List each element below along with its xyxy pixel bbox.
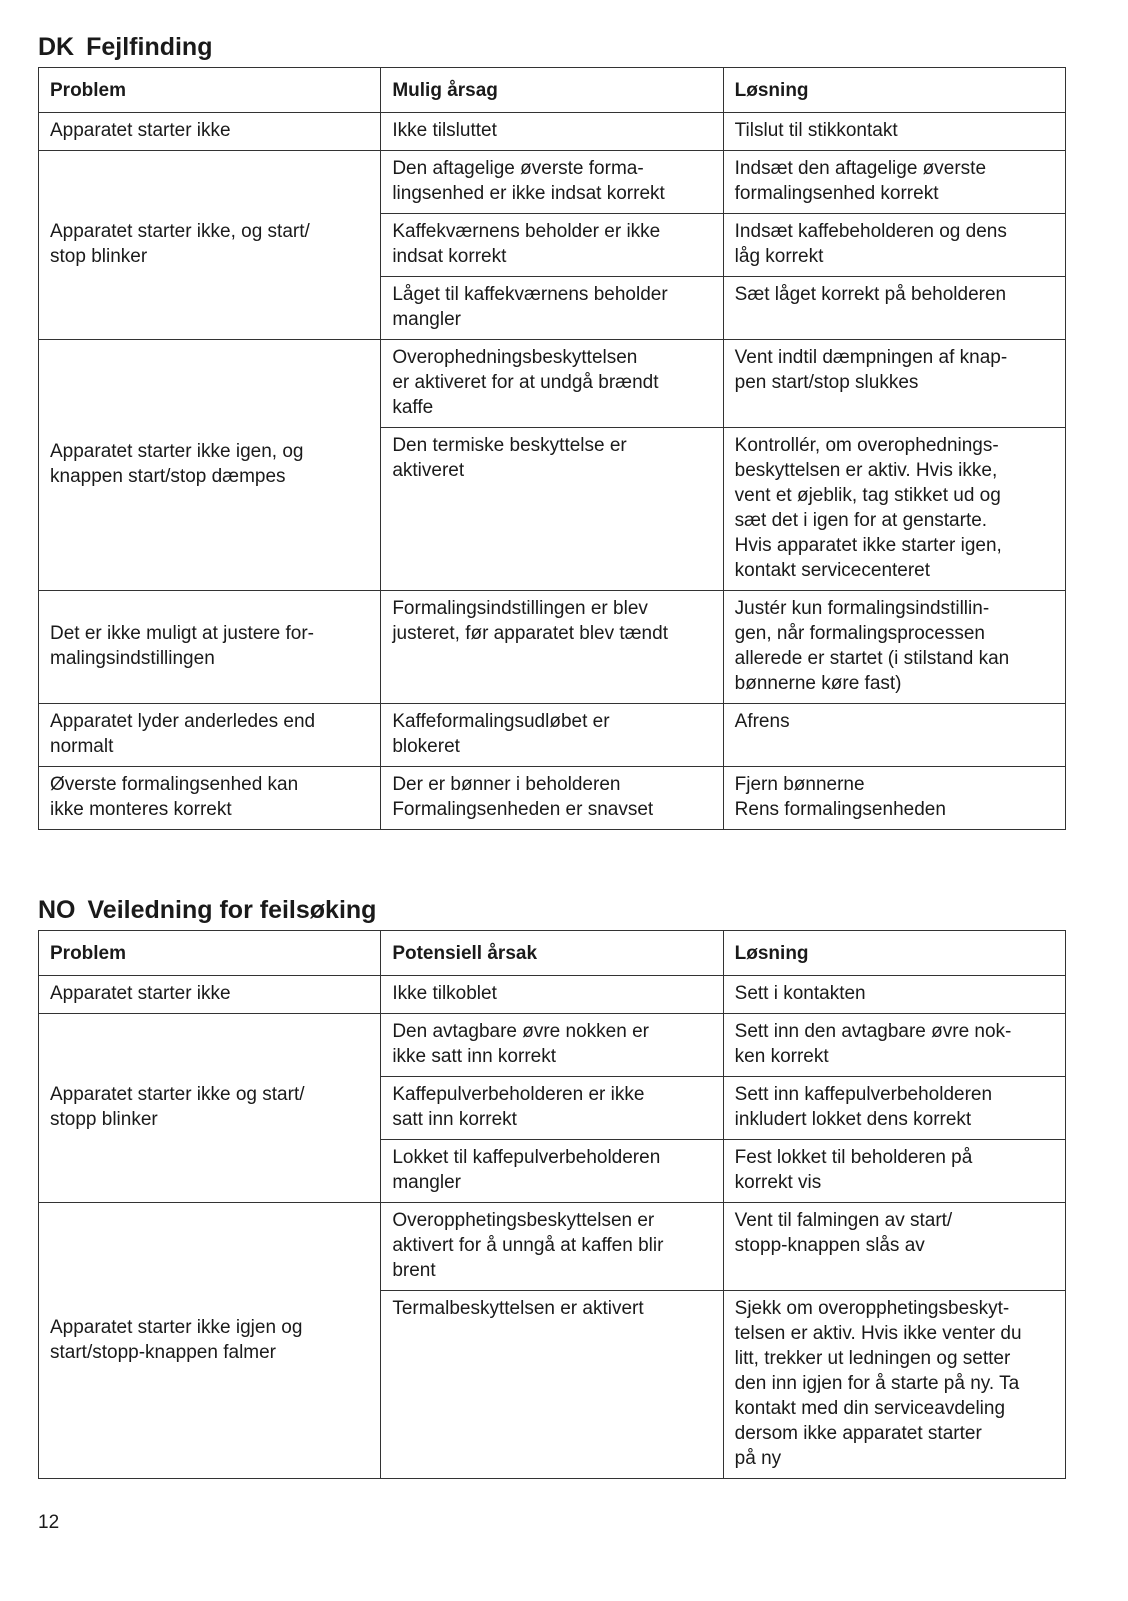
cell-line: Vent indtil dæmpningen af knap- (734, 347, 1008, 368)
no-title (38, 896, 376, 925)
cell-line: gen, når formalingsprocessen (734, 623, 985, 644)
problem-cell (39, 1014, 381, 1203)
table-row (39, 113, 1066, 151)
cell-line: Apparatet starter ikke igjen og (50, 1316, 303, 1338)
cell-line: justeret, før apparatet blev tændt (392, 623, 668, 644)
problem-cell (39, 113, 381, 151)
cell-line: Ikke tilkoblet (392, 983, 497, 1004)
section-title: Veiledning for feilsøking (87, 896, 377, 924)
problem-cell (39, 591, 381, 704)
table-row (39, 591, 1066, 704)
header-row (39, 931, 1066, 976)
solution-cell (723, 151, 1065, 214)
solution-cell (723, 976, 1065, 1014)
cell-line: Der er bønner i beholderen (392, 774, 621, 795)
cell-line: Kaffeformalingsudløbet er (392, 711, 610, 732)
solution-cell (723, 113, 1065, 151)
column-header: Mulig årsag (381, 68, 723, 113)
cell-line: stopp blinker (50, 1109, 158, 1130)
cell-line: Kaffepulverbeholderen er ikke (392, 1084, 645, 1105)
table-row (39, 976, 1066, 1014)
cause-cell (381, 340, 723, 428)
cell-line: allerede er startet (i stilstand kan (734, 648, 1010, 669)
cell-line: Sett i kontakten (734, 983, 866, 1004)
cell-line: på ny (734, 1448, 782, 1469)
column-header: Problem (39, 931, 381, 976)
cell-line: mangler (392, 309, 461, 330)
cell-line: kontakt med din serviceavdeling (734, 1398, 1006, 1419)
cell-line: formalingsenhed korrekt (734, 183, 939, 204)
language-code: NO (38, 896, 76, 924)
solution-cell (723, 1291, 1065, 1479)
cell-line: Justér kun formalingsindstillin- (734, 598, 990, 619)
solution-cell (723, 1014, 1065, 1077)
cell-line: indsat korrekt (392, 246, 507, 267)
cell-line: Sett inn den avtagbare øvre nok- (734, 1021, 1012, 1042)
cell-line: Sett inn kaffepulverbeholderen (734, 1084, 993, 1105)
cell-line: korrekt vis (734, 1172, 822, 1193)
solution-cell (723, 767, 1065, 830)
cell-line: Sjekk om overopphetingsbeskyt- (734, 1298, 1010, 1319)
column-header: Problem (39, 68, 381, 113)
solution-cell (723, 1077, 1065, 1140)
solution-cell (723, 277, 1065, 340)
cause-cell (381, 1014, 723, 1077)
table-row (39, 151, 1066, 214)
cell-line: malingsindstillingen (50, 648, 215, 669)
cell-line: Låget til kaffekværnens beholder (392, 284, 668, 305)
cause-cell (381, 277, 723, 340)
cell-line: vent et øjeblik, tag stikket ud og (734, 485, 1001, 506)
cell-line: Kaffekværnens beholder er ikke (392, 221, 661, 242)
table-row (39, 340, 1066, 428)
table-row (39, 767, 1066, 830)
cell-line: satt inn korrekt (392, 1109, 517, 1130)
cell-line: Den aftagelige øverste forma- (392, 158, 644, 179)
problem-cell (39, 767, 381, 830)
table-row (39, 1014, 1066, 1077)
cell-line: ken korrekt (734, 1046, 829, 1067)
cell-line: blokeret (392, 736, 460, 757)
solution-cell (723, 591, 1065, 704)
cell-line: Kontrollér, om overophednings- (734, 435, 999, 456)
cause-cell (381, 1291, 723, 1479)
no-troubleshooting-table (38, 930, 1066, 1479)
table-row (39, 1203, 1066, 1291)
cell-line: er aktiveret for at undgå brændt (392, 372, 659, 393)
cell-line: Formalingsindstillingen er blev (392, 598, 648, 619)
cell-line: Den avtagbare øvre nokken er (392, 1021, 649, 1042)
cell-line: Formalingsenheden er snavset (392, 799, 654, 820)
problem-cell (39, 1203, 381, 1479)
header-row (39, 68, 1066, 113)
cell-line: pen start/stop slukkes (734, 372, 919, 393)
solution-cell (723, 1140, 1065, 1203)
cell-line: Rens formalingsenheden (734, 799, 946, 820)
cell-line: Overopphetingsbeskyttelsen er (392, 1210, 655, 1231)
dk-troubleshooting-table (38, 67, 1066, 830)
cell-line: knappen start/stop dæmpes (50, 466, 286, 487)
page-number: 12 (38, 1512, 60, 1533)
problem-cell (39, 151, 381, 340)
column-header: Potensiell årsak (381, 931, 723, 976)
cell-line: aktiveret (392, 460, 465, 481)
cell-line: inkludert lokket dens korrekt (734, 1109, 972, 1130)
solution-cell (723, 704, 1065, 767)
cause-cell (381, 113, 723, 151)
solution-cell (723, 428, 1065, 591)
cell-line: Apparatet starter ikke (50, 120, 231, 141)
dk-title (38, 33, 212, 62)
cell-line: beskyttelsen er aktiv. Hvis ikke, (734, 460, 998, 481)
cause-cell (381, 704, 723, 767)
solution-cell (723, 340, 1065, 428)
cause-cell (381, 767, 723, 830)
table-row (39, 704, 1066, 767)
column-header: Løsning (723, 931, 1065, 976)
cell-line: Det er ikke muligt at justere for- (50, 623, 314, 644)
cell-line: mangler (392, 1172, 461, 1193)
cause-cell (381, 214, 723, 277)
cause-cell (381, 1077, 723, 1140)
cell-line: stopp-knappen slås av (734, 1235, 925, 1256)
cell-line: Øverste formalingsenhed kan (50, 774, 299, 795)
solution-cell (723, 1203, 1065, 1291)
cell-line: Hvis apparatet ikke starter igen, (734, 535, 1002, 556)
cell-line: Apparatet starter ikke igen, og (50, 441, 304, 462)
cell-line: Apparatet starter ikke og start/ (50, 1084, 305, 1105)
cell-line: låg korrekt (734, 246, 824, 267)
cell-line: ikke monteres korrekt (50, 799, 232, 820)
cell-line: Ikke tilsluttet (392, 120, 497, 141)
cell-line: stop blinker (50, 246, 148, 267)
cell-line: Sæt låget korrekt på beholderen (734, 284, 1007, 305)
cell-line: Tilslut til stikkontakt (734, 120, 898, 141)
cause-cell (381, 591, 723, 704)
cell-line: Overophedningsbeskyttelsen (392, 347, 638, 368)
cell-line: Apparatet starter ikke, og start/ (50, 221, 310, 242)
cell-line: litt, trekker ut ledningen og setter (734, 1348, 1011, 1369)
cell-line: start/stopp-knappen falmer (50, 1341, 277, 1363)
cell-line: lingsenhed er ikke indsat korrekt (392, 183, 665, 204)
solution-cell (723, 214, 1065, 277)
cell-line: Fest lokket til beholderen på (734, 1147, 973, 1168)
cell-line: normalt (50, 736, 114, 757)
problem-cell (39, 340, 381, 591)
problem-cell (39, 976, 381, 1014)
cause-cell (381, 428, 723, 591)
cell-line: Termalbeskyttelsen er aktivert (392, 1298, 644, 1319)
cause-cell (381, 1140, 723, 1203)
language-code: DK (38, 33, 75, 61)
cell-line: Den termiske beskyttelse er (392, 435, 627, 456)
cell-line: Afrens (734, 711, 790, 732)
cell-line: brent (392, 1260, 436, 1281)
cell-line: Indsæt den aftagelige øverste (734, 158, 987, 179)
column-header: Løsning (723, 68, 1065, 113)
cell-line: Vent til falmingen av start/ (734, 1210, 953, 1231)
cell-line: Indsæt kaffebeholderen og dens (734, 221, 1007, 242)
cell-line: dersom ikke apparatet starter (734, 1423, 982, 1444)
cause-cell (381, 1203, 723, 1291)
cell-line: kontakt servicecenteret (734, 560, 931, 581)
problem-cell (39, 704, 381, 767)
cell-line: kaffe (392, 397, 434, 418)
cell-line: ikke satt inn korrekt (392, 1046, 556, 1067)
cell-line: Apparatet starter ikke (50, 983, 231, 1004)
cell-line: Lokket til kaffepulverbeholderen (392, 1147, 661, 1168)
cell-line: den inn igjen for å starte på ny. Ta (734, 1373, 1020, 1394)
cause-cell (381, 151, 723, 214)
cell-line: sæt det i igen for at genstarte. (734, 510, 988, 531)
cell-line: bønnerne køre fast) (734, 673, 902, 694)
cell-line: telsen er aktiv. Hvis ikke venter du (734, 1323, 1022, 1344)
cell-line: Apparatet lyder anderledes end (50, 711, 316, 732)
cause-cell (381, 976, 723, 1014)
cell-line: Fjern bønnerne (734, 774, 865, 795)
section-title: Fejlfinding (86, 33, 213, 61)
cell-line: aktivert for å unngå at kaffen blir (392, 1235, 664, 1256)
